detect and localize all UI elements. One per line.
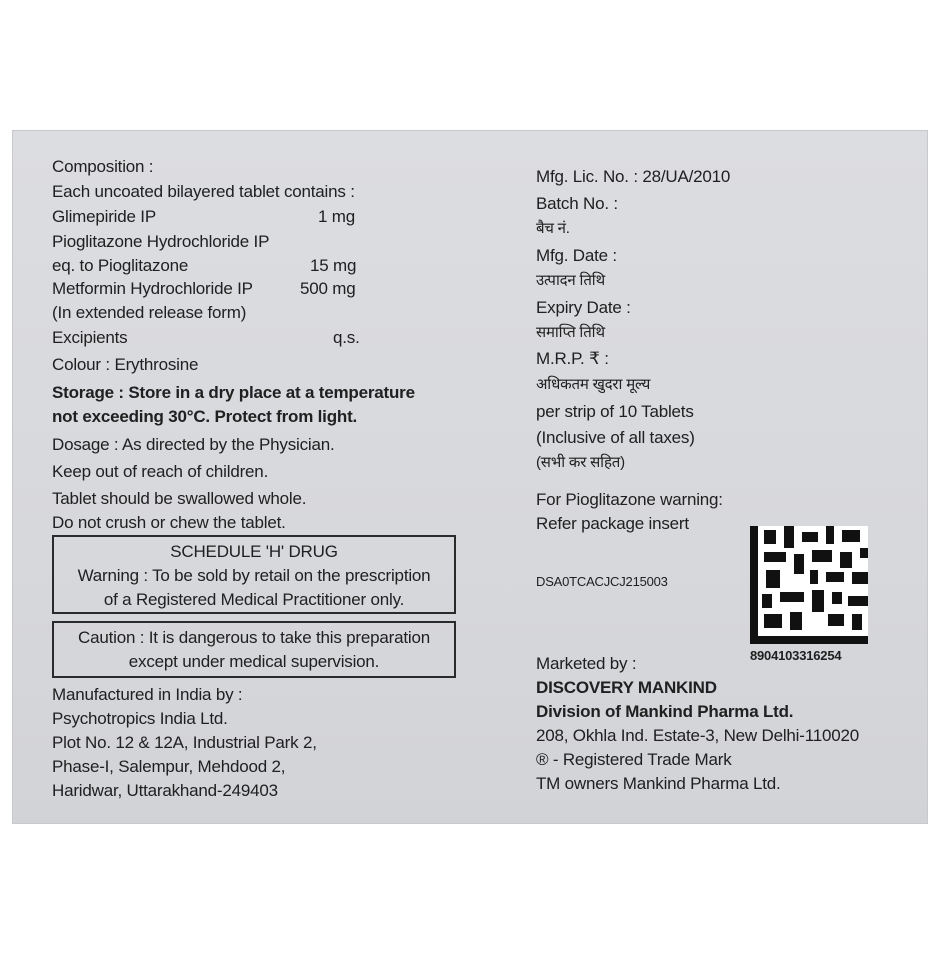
company-address: 208, Okhla Ind. Estate-3, New Delhi-110020 xyxy=(536,726,859,745)
ingredient-amount: 1 mg xyxy=(318,207,355,226)
ingredient-name: Pioglitazone Hydrochloride IP xyxy=(52,232,270,251)
storage-line-2: not exceeding 30°C. Protect from light. xyxy=(52,407,358,426)
manufacturer-line-1: Manufactured in India by : xyxy=(52,685,243,704)
product-code: DSA0TCACJCJ215003 xyxy=(536,574,668,589)
mrp-label-hindi: अधिकतम खुदरा मूल्य xyxy=(536,376,651,393)
manufacturer-line-3: Plot No. 12 & 12A, Industrial Park 2, xyxy=(52,733,317,752)
ingredient-name: Metformin Hydrochloride IP xyxy=(52,279,253,298)
inclusive-taxes-text: (Inclusive of all taxes) xyxy=(536,428,695,447)
mfg-date-label-hindi: उत्पादन तिथि xyxy=(536,272,605,289)
caution-box xyxy=(52,621,456,678)
barcode-number: 8904103316254 xyxy=(750,648,842,663)
manufacturer-line-5: Haridwar, Uttarakhand-249403 xyxy=(52,781,278,800)
pioglitazone-warning-2: Refer package insert xyxy=(536,514,689,533)
marketed-by-label: Marketed by : xyxy=(536,654,637,673)
company-name: DISCOVERY MANKIND xyxy=(536,678,717,697)
ingredient-name: (In extended release form) xyxy=(52,303,247,322)
colour-text: Colour : Erythrosine xyxy=(52,355,199,374)
mfg-date-label: Mfg. Date : xyxy=(536,246,617,265)
expiry-date-label-hindi: समाप्ति तिथि xyxy=(536,324,605,341)
manufacturer-line-2: Psychotropics India Ltd. xyxy=(52,709,228,728)
storage-line-1: Storage : Store in a dry place at a temperature xyxy=(52,383,415,402)
mrp-label: M.R.P. ₹ : xyxy=(536,349,609,368)
schedule-line-2: of a Registered Medical Practitioner only. xyxy=(103,590,405,609)
swallow-text-1: Tablet should be swallowed whole. xyxy=(52,489,307,508)
composition-title: Composition : xyxy=(52,157,154,176)
batch-label: Batch No. : xyxy=(536,194,618,213)
dosage-text: Dosage : As directed by the Physician. xyxy=(52,435,335,454)
ingredient-amount: 500 mg xyxy=(300,279,356,298)
ingredient-name: Glimepiride IP xyxy=(52,207,156,226)
keep-out-text: Keep out of reach of children. xyxy=(52,462,269,481)
registered-mark-text: ® - Registered Trade Mark xyxy=(536,750,732,769)
schedule-title: SCHEDULE 'H' DRUG xyxy=(170,542,338,561)
division-text: Division of Mankind Pharma Ltd. xyxy=(536,702,794,721)
caution-line-1: Caution : It is dangerous to take this preparation xyxy=(78,628,430,647)
schedule-line-1: Warning : To be sold by retail on the prescription xyxy=(77,566,431,585)
manufacturer-line-4: Phase-I, Salempur, Mehdood 2, xyxy=(52,757,286,776)
datamatrix-code-icon xyxy=(750,526,868,644)
schedule-h-box xyxy=(52,535,456,614)
ingredient-amount: 15 mg xyxy=(310,256,357,275)
inclusive-taxes-hindi: (सभी कर सहित) xyxy=(536,454,625,471)
tm-owner-text: TM owners Mankind Pharma Ltd. xyxy=(536,774,781,793)
ingredient-name: Excipients xyxy=(52,328,128,347)
ingredient-name: eq. to Pioglitazone xyxy=(52,256,189,275)
expiry-date-label: Expiry Date : xyxy=(536,298,631,317)
mfg-lic-text: Mfg. Lic. No. : 28/UA/2010 xyxy=(536,167,731,186)
batch-label-hindi: बैच नं. xyxy=(536,220,570,237)
ingredient-amount: q.s. xyxy=(333,328,360,347)
swallow-text-2: Do not crush or chew the tablet. xyxy=(52,513,286,532)
composition-intro: Each uncoated bilayered tablet contains : xyxy=(52,182,355,201)
per-strip-text: per strip of 10 Tablets xyxy=(536,402,694,421)
caution-line-2: except under medical supervision. xyxy=(128,652,380,671)
pioglitazone-warning-1: For Pioglitazone warning: xyxy=(536,490,723,509)
